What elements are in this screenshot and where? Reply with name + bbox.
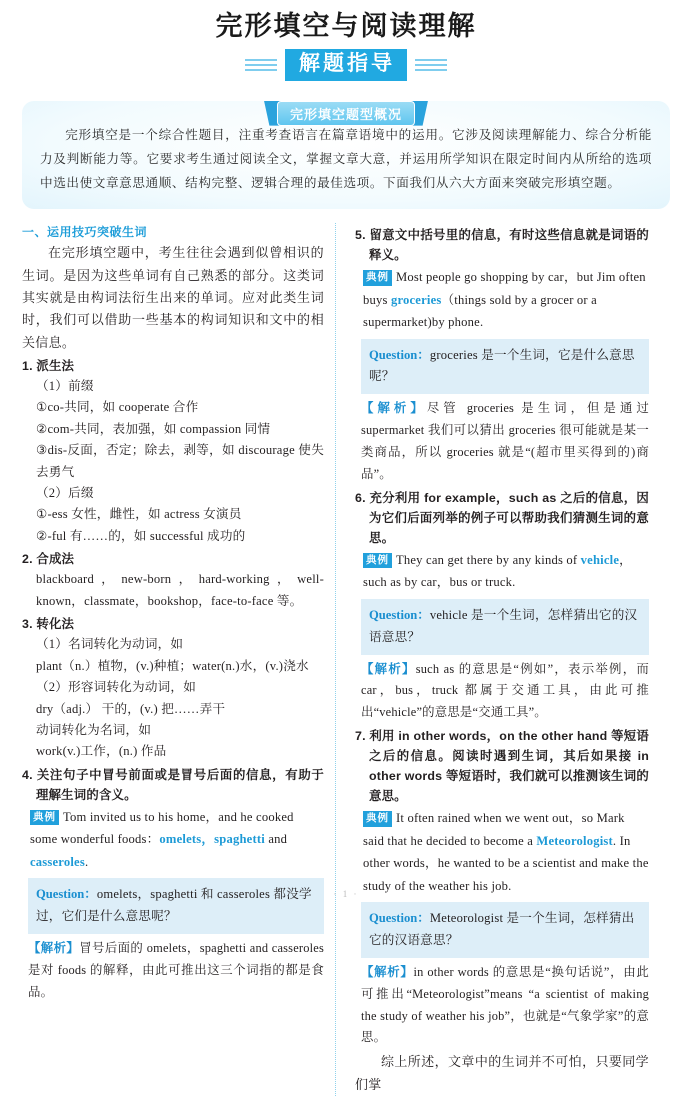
item-5-example-post: （things sold by a grocer or a supermarket)by phone. [363, 292, 597, 330]
subtitle-row [0, 49, 692, 80]
item-1-prefix-line-1: ①co-共同，如 cooperate 合作 [36, 400, 199, 415]
example-badge: 典例 [30, 810, 59, 825]
closing-paragraph: 综上所述，文章中的生词并不可怕，只要同学们掌 [355, 1054, 649, 1092]
item-1-suffix-line-2: ②-ful 有……的，如 successful 成功的 [36, 528, 246, 543]
item-6-question-text: vehicle 是一个生词，怎样猜出它的汉语意思？ [369, 607, 638, 644]
item-4-analysis-text: 冒号后面的 omelets，spaghetti and casseroles 是对 foods 的解释，由此可推出这三个词指的都是食品。 [28, 940, 324, 999]
column-divider [335, 223, 336, 1096]
item-7-analysis-label: 【解析】 [361, 964, 414, 979]
item-2-heading: 2. 合成法 [22, 552, 75, 567]
section-heading-one: 一、运用技巧突破生词 [22, 225, 148, 240]
item-6-heading: 6. 充分利用 for example，such as 之后的信息，因为它们后面列举的例子可以帮助我们猜测生词的意思。 [355, 490, 649, 545]
item-1-sub-suffix: （2）后缀 [36, 486, 94, 501]
item-1-suffix-line-1: ①-ess 女性，雌性，如 actress 女演员 [36, 507, 242, 522]
left-column [22, 223, 334, 1096]
item-7-example-text [363, 811, 649, 892]
item-5-example-pre: Most people go shopping by car，but Jim often buys [363, 270, 646, 307]
decoration-lines-left [245, 59, 277, 71]
item-4-example-mid: and [264, 832, 288, 847]
item-4-keyword-1: omelets，spaghetti [159, 832, 265, 847]
intro-section [22, 101, 670, 210]
item-7-example-pre: It often rained when we went out，so Mark said that he decided to become a [363, 811, 625, 848]
item-2-body: blackboard，new-born，hard-working，well-known，classmate，bookshop，face-to-face 等。 [36, 572, 324, 608]
item-5-example [355, 266, 649, 333]
item-5-analysis [361, 398, 649, 485]
item-7-question-box [361, 902, 649, 958]
item-6-example-text [363, 553, 632, 589]
item-3-sub-3: 动词转化为名词，如 [36, 722, 152, 737]
item-4-question-box [28, 878, 324, 934]
item-3-line-1: plant（n.）植物，(v.)种植；water(n.)水，(v.)浇水 [36, 658, 309, 673]
item-4-analysis-label: 【解析】 [28, 940, 80, 955]
item-3-sub-1: （1）名词转化为动词，如 [36, 637, 184, 652]
page-number: · 1 · [333, 889, 359, 899]
item-1-sub-prefix: （1）前缀 [36, 379, 94, 394]
item-6-analysis [361, 659, 649, 724]
item-4-question-text: omelets，spaghetti 和 casseroles 都没学过，它们是什么意思呢？ [36, 887, 312, 924]
item-5-heading: 5. 留意文中括号里的信息，有时这些信息就是词语的释义。 [355, 228, 649, 263]
item-7-heading: 7. 利用 in other words，on the other hand 等短语之后的信息。阅读时遇到生词，其后如果接 in other words 等短语时，我们就可以推测该生词的意思。 [355, 729, 649, 804]
example-badge: 典例 [363, 811, 392, 826]
item-5-example-text [363, 270, 646, 329]
example-badge: 典例 [363, 270, 392, 285]
item-7-example [355, 807, 649, 897]
item-7-example-post: . In other words，he wanted to be a scientist and make the study of the weather his job. [363, 833, 649, 893]
decoration-lines-right [415, 59, 447, 71]
item-4-example-text [30, 810, 294, 869]
item-7-question-text: Meteorologist 是一个生词，怎样猜出它的汉语意思？ [369, 911, 635, 947]
item-6-keyword: vehicle [580, 552, 620, 567]
item-3-line-3: work(v.)工作，(n.) 作品 [36, 744, 167, 759]
item-6-question-box [361, 599, 649, 655]
intro-body-text: 完形填空是一个综合性题目，注重考查语言在篇章语境中的运用。它涉及阅读理解能力、综合分析能力及判断能力等。它要求考生通过阅读全文，掌握文章大意，并运用所学知识在限定时间内从所给的选项中选出使文章意思通顺、结构完整、逻辑合理的最佳选项。下面我们从六大方面来突破完形填空题。 [40, 127, 652, 190]
intro-banner-label: 完形填空题型概况 [277, 101, 415, 126]
item-4-question-label: Question： [36, 887, 97, 902]
item-4-example-post: . [84, 854, 89, 869]
item-3-sub-2: （2）形容词转化为动词，如 [36, 680, 197, 695]
item-4-analysis [28, 938, 324, 1003]
item-1-heading: 1. 派生法 [22, 358, 75, 373]
item-7-analysis [361, 962, 649, 1049]
page-header [0, 0, 692, 81]
item-5-keyword: groceries [390, 292, 442, 307]
item-7-question-label: Question： [369, 911, 430, 926]
content-columns [22, 223, 670, 1096]
item-6-example-pre: They can get there by any kinds of [396, 552, 581, 567]
item-6-question-label: Question： [369, 607, 430, 622]
item-6-example [355, 549, 649, 594]
item-6-example-post: ，such as by car，bus or truck. [363, 552, 632, 590]
example-badge: 典例 [363, 553, 392, 568]
item-7-analysis-text: in other words 的意思是“换句话说”，由此可推出“Meteorologist”means “a scientist of making the study of weather his job”，也就是“气象学家”的意思。 [361, 964, 649, 1045]
intro-banner [264, 101, 428, 126]
item-4-example [22, 806, 324, 873]
subtitle-badge: 解题指导 [285, 49, 407, 80]
item-5-analysis-label: 【解析】 [361, 401, 427, 416]
lead-paragraph: 在完形填空题中，考生往往会遇到似曾相识的生词。是因为这些单词有自己熟悉的部分。这类词其实就是由构词法衍生出来的单词。应对此类生词时，我们可以借助一些基本的构词知识和文中的相关信息。 [22, 245, 324, 350]
item-5-analysis-text: 尽管 groceries 是生词，但是通过 supermarket 我们可以猜出 groceries 很可能就是某一类商品，所以 groceries 就是“(超市里买得到的)商品”。 [361, 401, 649, 481]
item-1-prefix-line-2: ②com-共同，表加强，如 compassion 同情 [36, 421, 271, 436]
item-3-heading: 3. 转化法 [22, 617, 75, 632]
right-column [337, 223, 649, 1096]
item-7-keyword: Meteorologist [536, 833, 613, 848]
item-3-line-2: dry（adj.） 干的，(v.) 把……弄干 [36, 701, 226, 716]
item-5-question-text: groceries 是一个生词，它是什么意思呢？ [369, 347, 635, 384]
page-title: 完形填空与阅读理解 [215, 11, 477, 41]
item-4-keyword-2: casseroles [30, 854, 85, 869]
item-5-question-box [361, 339, 649, 395]
item-1-prefix-line-3: ③dis-反面，否定；除去，剥等，如 discourage 使失去勇气 [36, 443, 324, 479]
item-6-analysis-label: 【解析】 [361, 661, 416, 676]
item-4-example-pre: Tom invited us to his home，and he cooked some wonderful foods： [30, 809, 294, 847]
item-6-analysis-text: such as 的意思是“例如”，表示举例，而 car，bus，truck 都属于交通工具，由此可推出“vehicle”的意思是“交通工具”。 [361, 661, 649, 720]
item-4-heading: 4. 关注句子中冒号前面或是冒号后面的信息，有助于理解生词的含义。 [22, 767, 324, 802]
item-5-question-label: Question： [369, 347, 430, 362]
